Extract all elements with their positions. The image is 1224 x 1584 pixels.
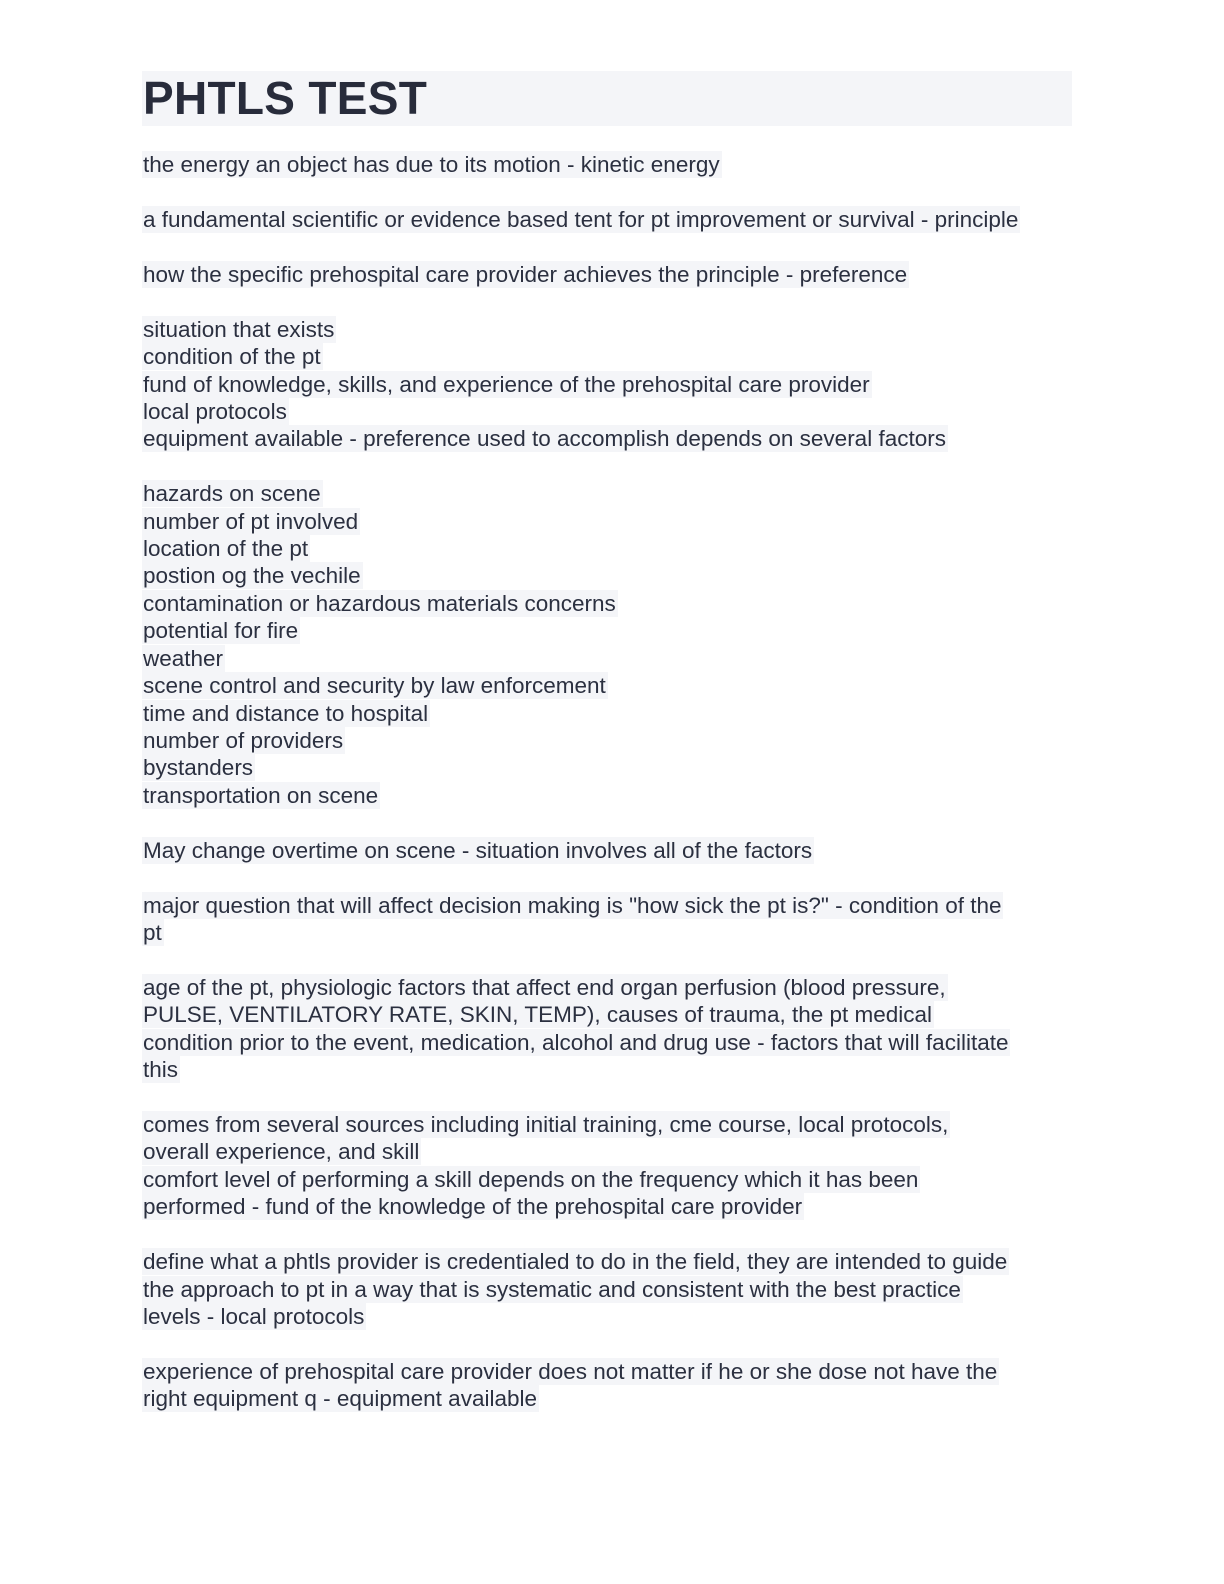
entry-line-text: how the specific prehospital care provider achieves the principle - preference [143, 261, 908, 287]
entry-line-text: scene control and security by law enforcement [143, 673, 606, 699]
entry-line-text: weather [143, 645, 224, 671]
document-title: PHTLS TEST [143, 72, 428, 124]
entry-line-text: number of providers [143, 727, 344, 753]
entry-line [142, 1056, 1072, 1083]
entry-line-text: pt [143, 919, 162, 945]
flashcard-entry [142, 837, 1072, 864]
entry-line [142, 261, 1072, 288]
entry-line-text: define what a phtls provider is credentialed to do in the field, they are intended to guide [143, 1249, 1008, 1275]
entry-line-text: time and distance to hospital [143, 700, 429, 726]
entry-line [142, 754, 1072, 781]
entry-line [142, 425, 1072, 452]
entry-line [142, 371, 1072, 398]
entry-line-text: comes from several sources including initial training, cme course, local protocols, [143, 1111, 949, 1137]
flashcard-list [142, 151, 1072, 1413]
entry-line-text: comfort level of performing a skill depends on the frequency which it has been [143, 1166, 919, 1192]
entry-line [142, 1248, 1072, 1275]
document-page [142, 71, 1072, 1440]
entry-line [142, 151, 1072, 178]
entry-line-text: levels - local protocols [143, 1303, 365, 1329]
entry-line [142, 343, 1072, 370]
entry-line-text: equipment available - preference used to accomplish depends on several factors [143, 426, 946, 452]
entry-line [142, 398, 1072, 425]
entry-line [142, 316, 1072, 343]
entry-line-text: major question that will affect decision making is "how sick the pt is?" - condition of the [143, 892, 1002, 918]
entry-line [142, 892, 1072, 919]
entry-line-text: number of pt involved [143, 508, 359, 534]
entry-line-text: condition prior to the event, medication, alcohol and drug use - factors that will facilitate [143, 1029, 1009, 1055]
entry-line [142, 1193, 1072, 1220]
flashcard-entry [142, 261, 1072, 288]
entry-line [142, 1385, 1072, 1412]
entry-line [142, 782, 1072, 809]
entry-line-text: location of the pt [143, 536, 309, 562]
entry-line-text: the approach to pt in a way that is systematic and consistent with the best practice [143, 1276, 961, 1302]
entry-line [142, 1303, 1072, 1330]
entry-line-text: the energy an object has due to its motion - kinetic energy [143, 152, 720, 177]
entry-line-text: contamination or hazardous materials concerns [143, 590, 616, 616]
entry-line [142, 645, 1072, 672]
flashcard-entry [142, 206, 1072, 233]
entry-line [142, 535, 1072, 562]
entry-line-text: situation that exists [143, 316, 335, 342]
entry-line-text: this [143, 1057, 179, 1083]
entry-line [142, 919, 1072, 946]
entry-line-text: May change overtime on scene - situation involves all of the factors [143, 837, 813, 863]
entry-line [142, 727, 1072, 754]
flashcard-entry [142, 151, 1072, 178]
entry-line [142, 837, 1072, 864]
flashcard-entry [142, 1111, 1072, 1221]
entry-line [142, 562, 1072, 589]
entry-line [142, 508, 1072, 535]
entry-line-text: performed - fund of the knowledge of the prehospital care provider [143, 1194, 803, 1220]
entry-line [142, 1001, 1072, 1028]
entry-line-text: bystanders [143, 755, 254, 781]
entry-line [142, 1358, 1072, 1385]
flashcard-entry [142, 1248, 1072, 1330]
entry-line [142, 974, 1072, 1001]
entry-line [142, 1276, 1072, 1303]
entry-line [142, 480, 1072, 507]
entry-line [142, 590, 1072, 617]
entry-line [142, 700, 1072, 727]
entry-line-text: hazards on scene [143, 481, 321, 507]
entry-line-text: overall experience, and skill [143, 1139, 420, 1165]
flashcard-entry [142, 1358, 1072, 1413]
flashcard-entry [142, 316, 1072, 453]
entry-line [142, 206, 1072, 233]
entry-line [142, 672, 1072, 699]
flashcard-entry [142, 480, 1072, 809]
title-bar [142, 71, 1072, 126]
entry-line [142, 1111, 1072, 1138]
entry-line [142, 617, 1072, 644]
entry-line-text: potential for fire [143, 618, 299, 644]
entry-line-text: condition of the pt [143, 344, 321, 370]
flashcard-entry [142, 974, 1072, 1084]
entry-line-text: age of the pt, physiologic factors that affect end organ perfusion (blood pressure, [143, 974, 946, 1000]
entry-line-text: right equipment q - equipment available [143, 1386, 537, 1412]
entry-line-text: fund of knowledge, skills, and experience of the prehospital care provider [143, 371, 870, 397]
entry-line-text: PULSE, VENTILATORY RATE, SKIN, TEMP), causes of trauma, the pt medical [143, 1002, 933, 1028]
entry-line-text: postion og the vechile [143, 563, 361, 589]
entry-line-text: experience of prehospital care provider does not matter if he or she dose not have the [143, 1358, 998, 1384]
entry-line [142, 1029, 1072, 1056]
entry-line [142, 1138, 1072, 1165]
flashcard-entry [142, 892, 1072, 947]
entry-line-text: a fundamental scientific or evidence based tent for pt improvement or survival - principle [143, 206, 1019, 232]
entry-line [142, 1166, 1072, 1193]
entry-line-text: transportation on scene [143, 782, 379, 808]
entry-line-text: local protocols [143, 398, 287, 424]
